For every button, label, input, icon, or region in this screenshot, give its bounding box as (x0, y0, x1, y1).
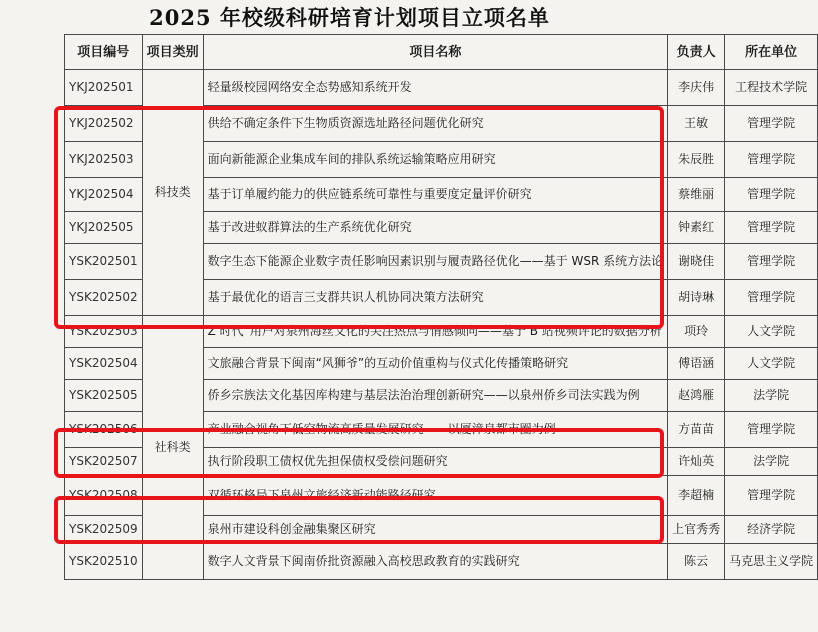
project-unit: 管理学院 (725, 244, 818, 280)
project-unit: 管理学院 (725, 178, 818, 212)
project-code: YSK202502 (65, 280, 143, 316)
project-person: 谢晓佳 (668, 244, 725, 280)
project-unit: 管理学院 (725, 280, 818, 316)
project-code: YSK202503 (65, 316, 143, 348)
project-name: 供给不确定条件下生物质资源选址路径问题优化研究 (203, 106, 667, 142)
project-code: YKJ202501 (65, 70, 143, 106)
project-person: 赵鸿雁 (668, 380, 725, 412)
project-unit: 管理学院 (725, 212, 818, 244)
table-row (65, 316, 818, 348)
project-unit: 人文学院 (725, 348, 818, 380)
project-name: 面向新能源企业集成车间的排队系统运输策略应用研究 (203, 142, 667, 178)
project-name: 侨乡宗族法文化基因库构建与基层法治治理创新研究——以泉州侨乡司法实践为例 (203, 380, 667, 412)
project-person: 朱辰胜 (668, 142, 725, 178)
project-name: 轻量级校园网络安全态势感知系统开发 (203, 70, 667, 106)
project-person: 上官秀秀 (668, 516, 725, 544)
header-category: 项目类别 (142, 35, 203, 70)
project-person: 李超楠 (668, 476, 725, 516)
project-code: YKJ202505 (65, 212, 143, 244)
header-unit: 所在单位 (725, 35, 818, 70)
project-person: 陈云 (668, 544, 725, 580)
project-name: 双循环格局下泉州文旅经济新动能路径研究 (203, 476, 667, 516)
category-social: 社科类 (142, 316, 203, 580)
project-code: YSK202507 (65, 448, 143, 476)
project-person: 蔡维丽 (668, 178, 725, 212)
header-person: 负责人 (668, 35, 725, 70)
project-unit: 马克思主义学院 (725, 544, 818, 580)
project-unit: 法学院 (725, 448, 818, 476)
page-title: 2025 年校级科研培育计划项目立项名单 (149, 5, 550, 30)
project-code: YSK202508 (65, 476, 143, 516)
project-person: 钟素红 (668, 212, 725, 244)
header-code: 项目编号 (65, 35, 143, 70)
project-unit: 管理学院 (725, 476, 818, 516)
project-unit: 法学院 (725, 380, 818, 412)
project-name: 执行阶段职工债权优先担保债权受偿问题研究 (203, 448, 667, 476)
project-unit: 管理学院 (725, 142, 818, 178)
project-person: 胡诗琳 (668, 280, 725, 316)
project-name: 数字人文背景下闽南侨批资源融入高校思政教育的实践研究 (203, 544, 667, 580)
category-science: 科技类 (142, 70, 203, 316)
project-name: Z 时代“用户对泉州海丝文化的关注热点与情感倾向——基于 B 站视频评论的数据分析 (203, 316, 667, 348)
project-person: 项玲 (668, 316, 725, 348)
project-name: 基于最优化的语言三支群共识人机协同决策方法研究 (203, 280, 667, 316)
project-code: YSK202501 (65, 244, 143, 280)
project-name: 产业融合视角下低空物流高质量发展研究——以厦漳泉都市圈为例 (203, 412, 667, 448)
project-unit: 管理学院 (725, 106, 818, 142)
project-code: YSK202506 (65, 412, 143, 448)
project-unit: 经济学院 (725, 516, 818, 544)
table-row (65, 70, 818, 106)
project-person: 方苗苗 (668, 412, 725, 448)
project-name: 基于改进蚁群算法的生产系统优化研究 (203, 212, 667, 244)
project-unit: 工程技术学院 (725, 70, 818, 106)
project-person: 王敏 (668, 106, 725, 142)
project-person: 许灿英 (668, 448, 725, 476)
project-person: 李庆伟 (668, 70, 725, 106)
project-code: YKJ202504 (65, 178, 143, 212)
project-code: YSK202505 (65, 380, 143, 412)
project-code: YSK202510 (65, 544, 143, 580)
project-name: 泉州市建设科创金融集聚区研究 (203, 516, 667, 544)
project-code: YKJ202502 (65, 106, 143, 142)
project-name: 基于订单履约能力的供应链系统可靠性与重要度定量评价研究 (203, 178, 667, 212)
project-unit: 管理学院 (725, 412, 818, 448)
header-name: 项目名称 (203, 35, 667, 70)
project-name: 数字生态下能源企业数字责任影响因素识别与履责路径优化——基于 WSR 系统方法论 (203, 244, 667, 280)
project-table (64, 34, 818, 580)
project-person: 傅语涵 (668, 348, 725, 380)
project-code: YSK202509 (65, 516, 143, 544)
project-name: 文旅融合背景下闽南“风狮爷”的互动价值重构与仪式化传播策略研究 (203, 348, 667, 380)
project-code: YSK202504 (65, 348, 143, 380)
table-header-row (65, 35, 818, 70)
project-code: YKJ202503 (65, 142, 143, 178)
project-unit: 人文学院 (725, 316, 818, 348)
